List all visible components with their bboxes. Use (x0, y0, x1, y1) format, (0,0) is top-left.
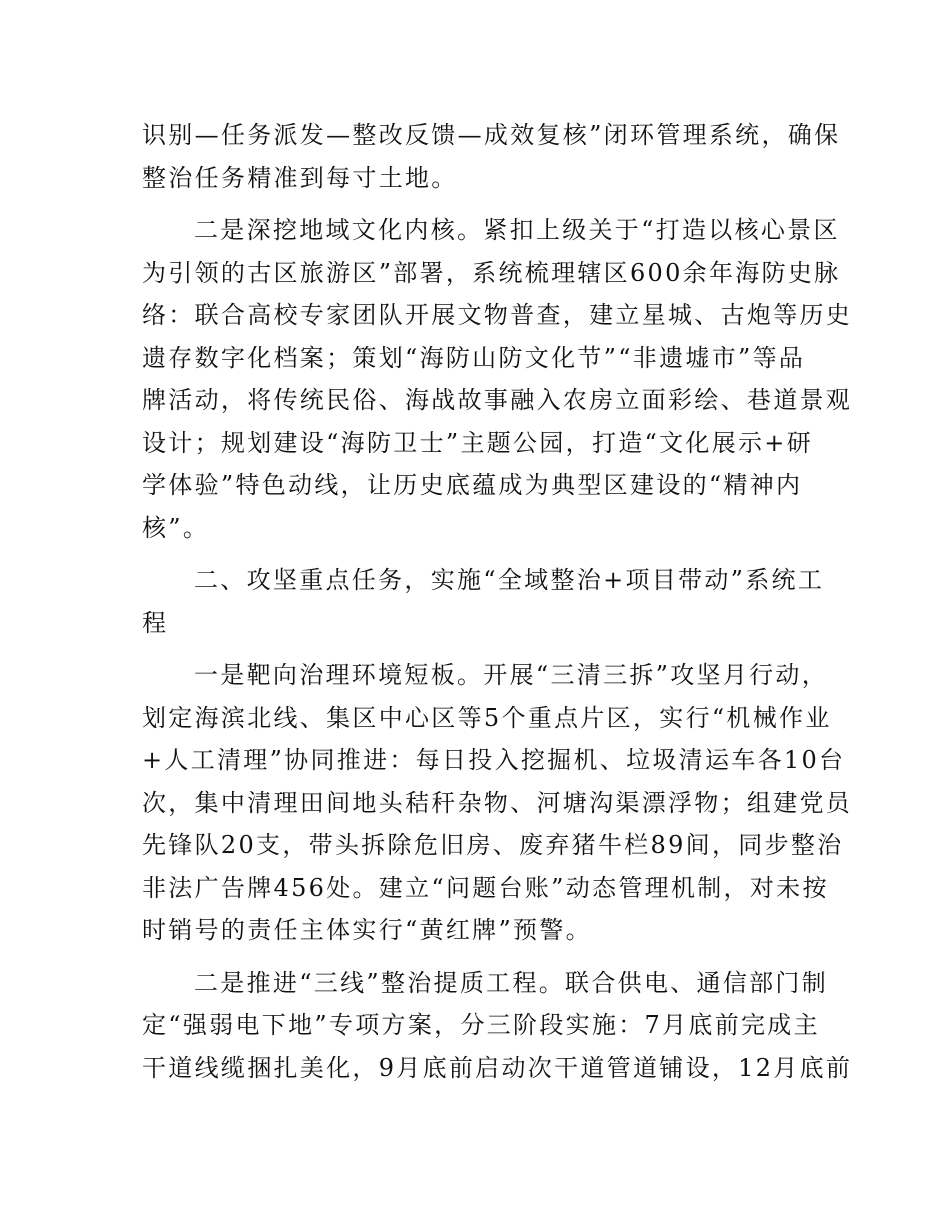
text-line: 整治任务精准到每寸土地。 (142, 163, 458, 192)
text-line: 络：联合高校专家团队开展文物普查，建立星城、古炮等历史 (142, 301, 853, 329)
text-line: 一是靶向治理环境短板。开展“三清三拆”攻坚月行动， (194, 661, 829, 689)
paragraph-environment-governance (142, 654, 853, 952)
text-line: 非法广告牌456处。建立“问题台账”动态管理机制，对未按 (142, 873, 829, 902)
text-line: 定“强弱电下地”专项方案，分三阶段实施：7月底前完成主 (142, 1011, 820, 1039)
text-line: 时销号的责任主体实行“黄红牌”预警。 (142, 916, 592, 944)
text-line: 二是推进“三线”整治提质工程。联合供电、通信部门制 (194, 968, 829, 997)
document-body (142, 114, 853, 1099)
text-line: 设计；规划建设“海防卫士”主题公园，打造“文化展示+研 (142, 428, 814, 457)
text-line: 二、攻坚重点任务，实施“全域整治+项目带动”系统工 (194, 566, 825, 594)
text-line: 学体验”特色动线，让历史底蕴成为典型区建设的“精神内 (142, 471, 803, 499)
text-line: 核”。 (142, 513, 210, 542)
section-heading-key-tasks (142, 559, 825, 644)
text-line: 为引领的古区旅游区”部署，系统梳理辖区600余年海防史脉 (142, 258, 841, 287)
text-line: 程 (142, 608, 169, 637)
text-line: 识别—任务派发—整改反馈—成效复核”闭环管理系统，确保 (142, 121, 841, 149)
paragraph-closed-loop-system (142, 114, 841, 199)
text-line: 二是深挖地域文化内核。紧扣上级关于“打造以核心景区 (194, 216, 840, 244)
paragraph-three-lines-project (142, 962, 853, 1090)
text-line: 遗存数字化档案；策划“海防山防文化节”“非遗墟市”等品 (142, 343, 806, 372)
text-line: 次，集中清理田间地头秸秆杂物、河塘沟渠漂浮物；组建党员 (142, 788, 853, 817)
text-line: 先锋队20支，带头拆除危旧房、废弃猪牛栏89间，同步整治 (142, 831, 844, 859)
text-line: 牌活动，将传统民俗、海战故事融入农房立面彩绘、巷道景观 (142, 386, 853, 414)
paragraph-regional-culture (142, 209, 853, 549)
text-line: +人工清理”协同推进：每日投入挖掘机、垃圾清运车各10台 (142, 746, 846, 774)
text-line: 划定海滨北线、集区中心区等5个重点片区，实行“机械作业 (142, 703, 832, 732)
text-line: 干道线缆捆扎美化，9月底前启动次干道管道铺设，12月底前 (142, 1053, 853, 1082)
